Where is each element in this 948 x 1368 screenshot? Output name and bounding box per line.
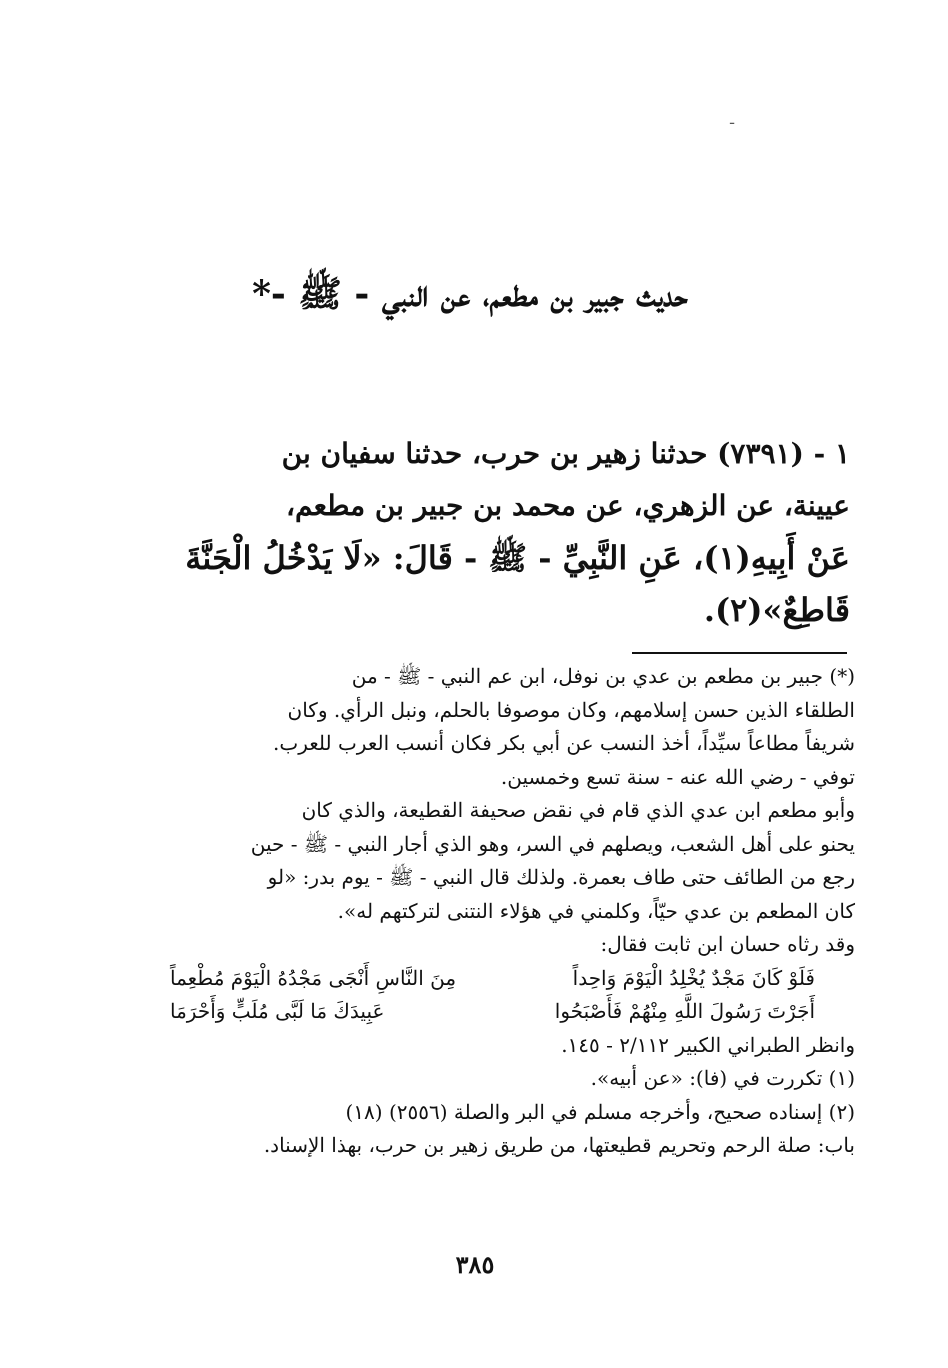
- footnote-line: وانظر الطبراني الكبير ٢/١١٢ - ١٤٥.: [561, 1032, 855, 1057]
- footnote-line: باب: صلة الرحم وتحريم قطيعتها، من طريق زهير بن حرب، بهذا الإسناد.: [263, 1133, 855, 1157]
- footnote-line: وأبو مطعم ابن عدي الذي قام في نقض صحيفة القطيعة، والذي كان: [301, 798, 855, 822]
- footnote-line: شريفاً مطاعاً سيِّداً، أخذ النسب عن أبي بكر فكان أنسب العرب للعرب.: [273, 731, 855, 755]
- footnote-line: يحنو على أهل الشعب، ويصلهم في السر، وهو الذي أجار النبي - ﷺ - حين: [250, 831, 855, 856]
- footnote-line: (*) جبير بن مطعم بن عدي بن نوفل، ابن عم النبي - ﷺ - من: [351, 664, 855, 688]
- footnote-line: (١) تكررت في (فا): «عن أبيه».: [590, 1066, 855, 1090]
- footnote-line: كان المطعم بن عدي حيّاً، وكلمني في هؤلاء النتنى لتركتهم له».: [337, 898, 855, 923]
- footnote-line: توفي - رضي الله عنه - سنة تسع وخمسين.: [500, 764, 855, 789]
- verse-hemistich: مِنَ النَّاسِ أَنْجَى مَجْدُهُ الْيَوْمَ مُطْعِماً: [170, 965, 457, 990]
- footnote-line: وقد رثاه حسان ابن ثابت فقال:: [600, 932, 855, 956]
- footnote-line: رجع من الطائف حتى طاف بعمرة. ولذلك قال النبي - ﷺ - يوم بدر: «لو: [267, 865, 855, 889]
- poem-verse: [140, 995, 855, 1029]
- footnote-line: (٢) إسناده صحيح، وأخرجه مسلم في البر والصلة (٢٥٥٦) (١٨): [345, 1099, 855, 1124]
- hadith-text: [140, 428, 850, 636]
- hadith-line: عيينة، عن الزهري، عن محمد بن جبير بن مطعم،: [285, 489, 850, 522]
- footnote-separator: [632, 652, 847, 654]
- footnote-line: الطلقاء الذين حسن إسلامهم، وكان موصوفا بالحلم، ونبل الرأي. وكان: [287, 697, 855, 722]
- hadith-line: قَاطِعٌ»(٢).: [703, 591, 850, 629]
- footnotes: [140, 660, 855, 1163]
- header-mark: ـ: [730, 112, 735, 128]
- verse-hemistich: فَلَوْ كَانَ مَجْدٌ يُخْلِدُ الْيَوْمَ وَاحِداً: [572, 965, 815, 990]
- verse-hemistich: أَجَرْتَ رَسُولَ اللَّهِ مِنْهُمْ فَأَصْبَحُوا: [554, 999, 815, 1023]
- page-number: ٣٨٥: [455, 1250, 495, 1279]
- verse-hemistich: عَبِيدَكَ مَا لَبَّى مُلَبٍّ وَأَحْرَمَا: [170, 999, 385, 1023]
- hadith-line: ١ - (٧٣٩١) حدثنا زهير بن حرب، حدثنا سفيان بن: [281, 437, 850, 470]
- page-title: حديث جبير بن مطعم، عن النبي - ﷺ -*: [252, 273, 688, 315]
- hadith-line: عَنْ أَبِيهِ(١)، عَنِ النَّبِيِّ - ﷺ - قَالَ: «لَا يَدْخُلُ الْجَنَّةَ: [185, 539, 850, 577]
- poem-verse: [140, 962, 855, 996]
